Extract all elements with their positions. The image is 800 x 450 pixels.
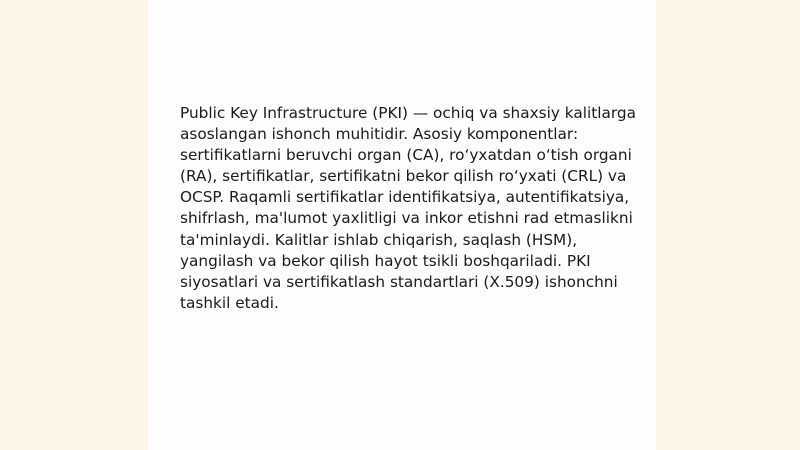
document-page — [148, 0, 656, 450]
body-paragraph: Public Key Infrastructure (PKI) — ochiq va shaxsiy kalitlarga asoslangan ishonch muhitidir. Asosiy komponentlar: sertifikatlarni beruvchi organ (CA), ro‘yxatdan o‘tish organi (RA), sertifikatlar, sertifikatni bekor qilish ro‘yxati (CRL) va OCSP. Raqamli sertifikatlar identifikatsiya, autentifikatsiya, shifrlash, ma'lumot yaxlitligi va inkor etishni rad etmaslikni ta'minlaydi. Kalitlar ishlab chiqarish, saqlash (HSM), yangilash va bekor qilish hayot tsikli boshqariladi. PKI siyosatlari va sertifikatlash standartlari (X.509) ishonchni tashkil etadi. — [180, 104, 636, 312]
